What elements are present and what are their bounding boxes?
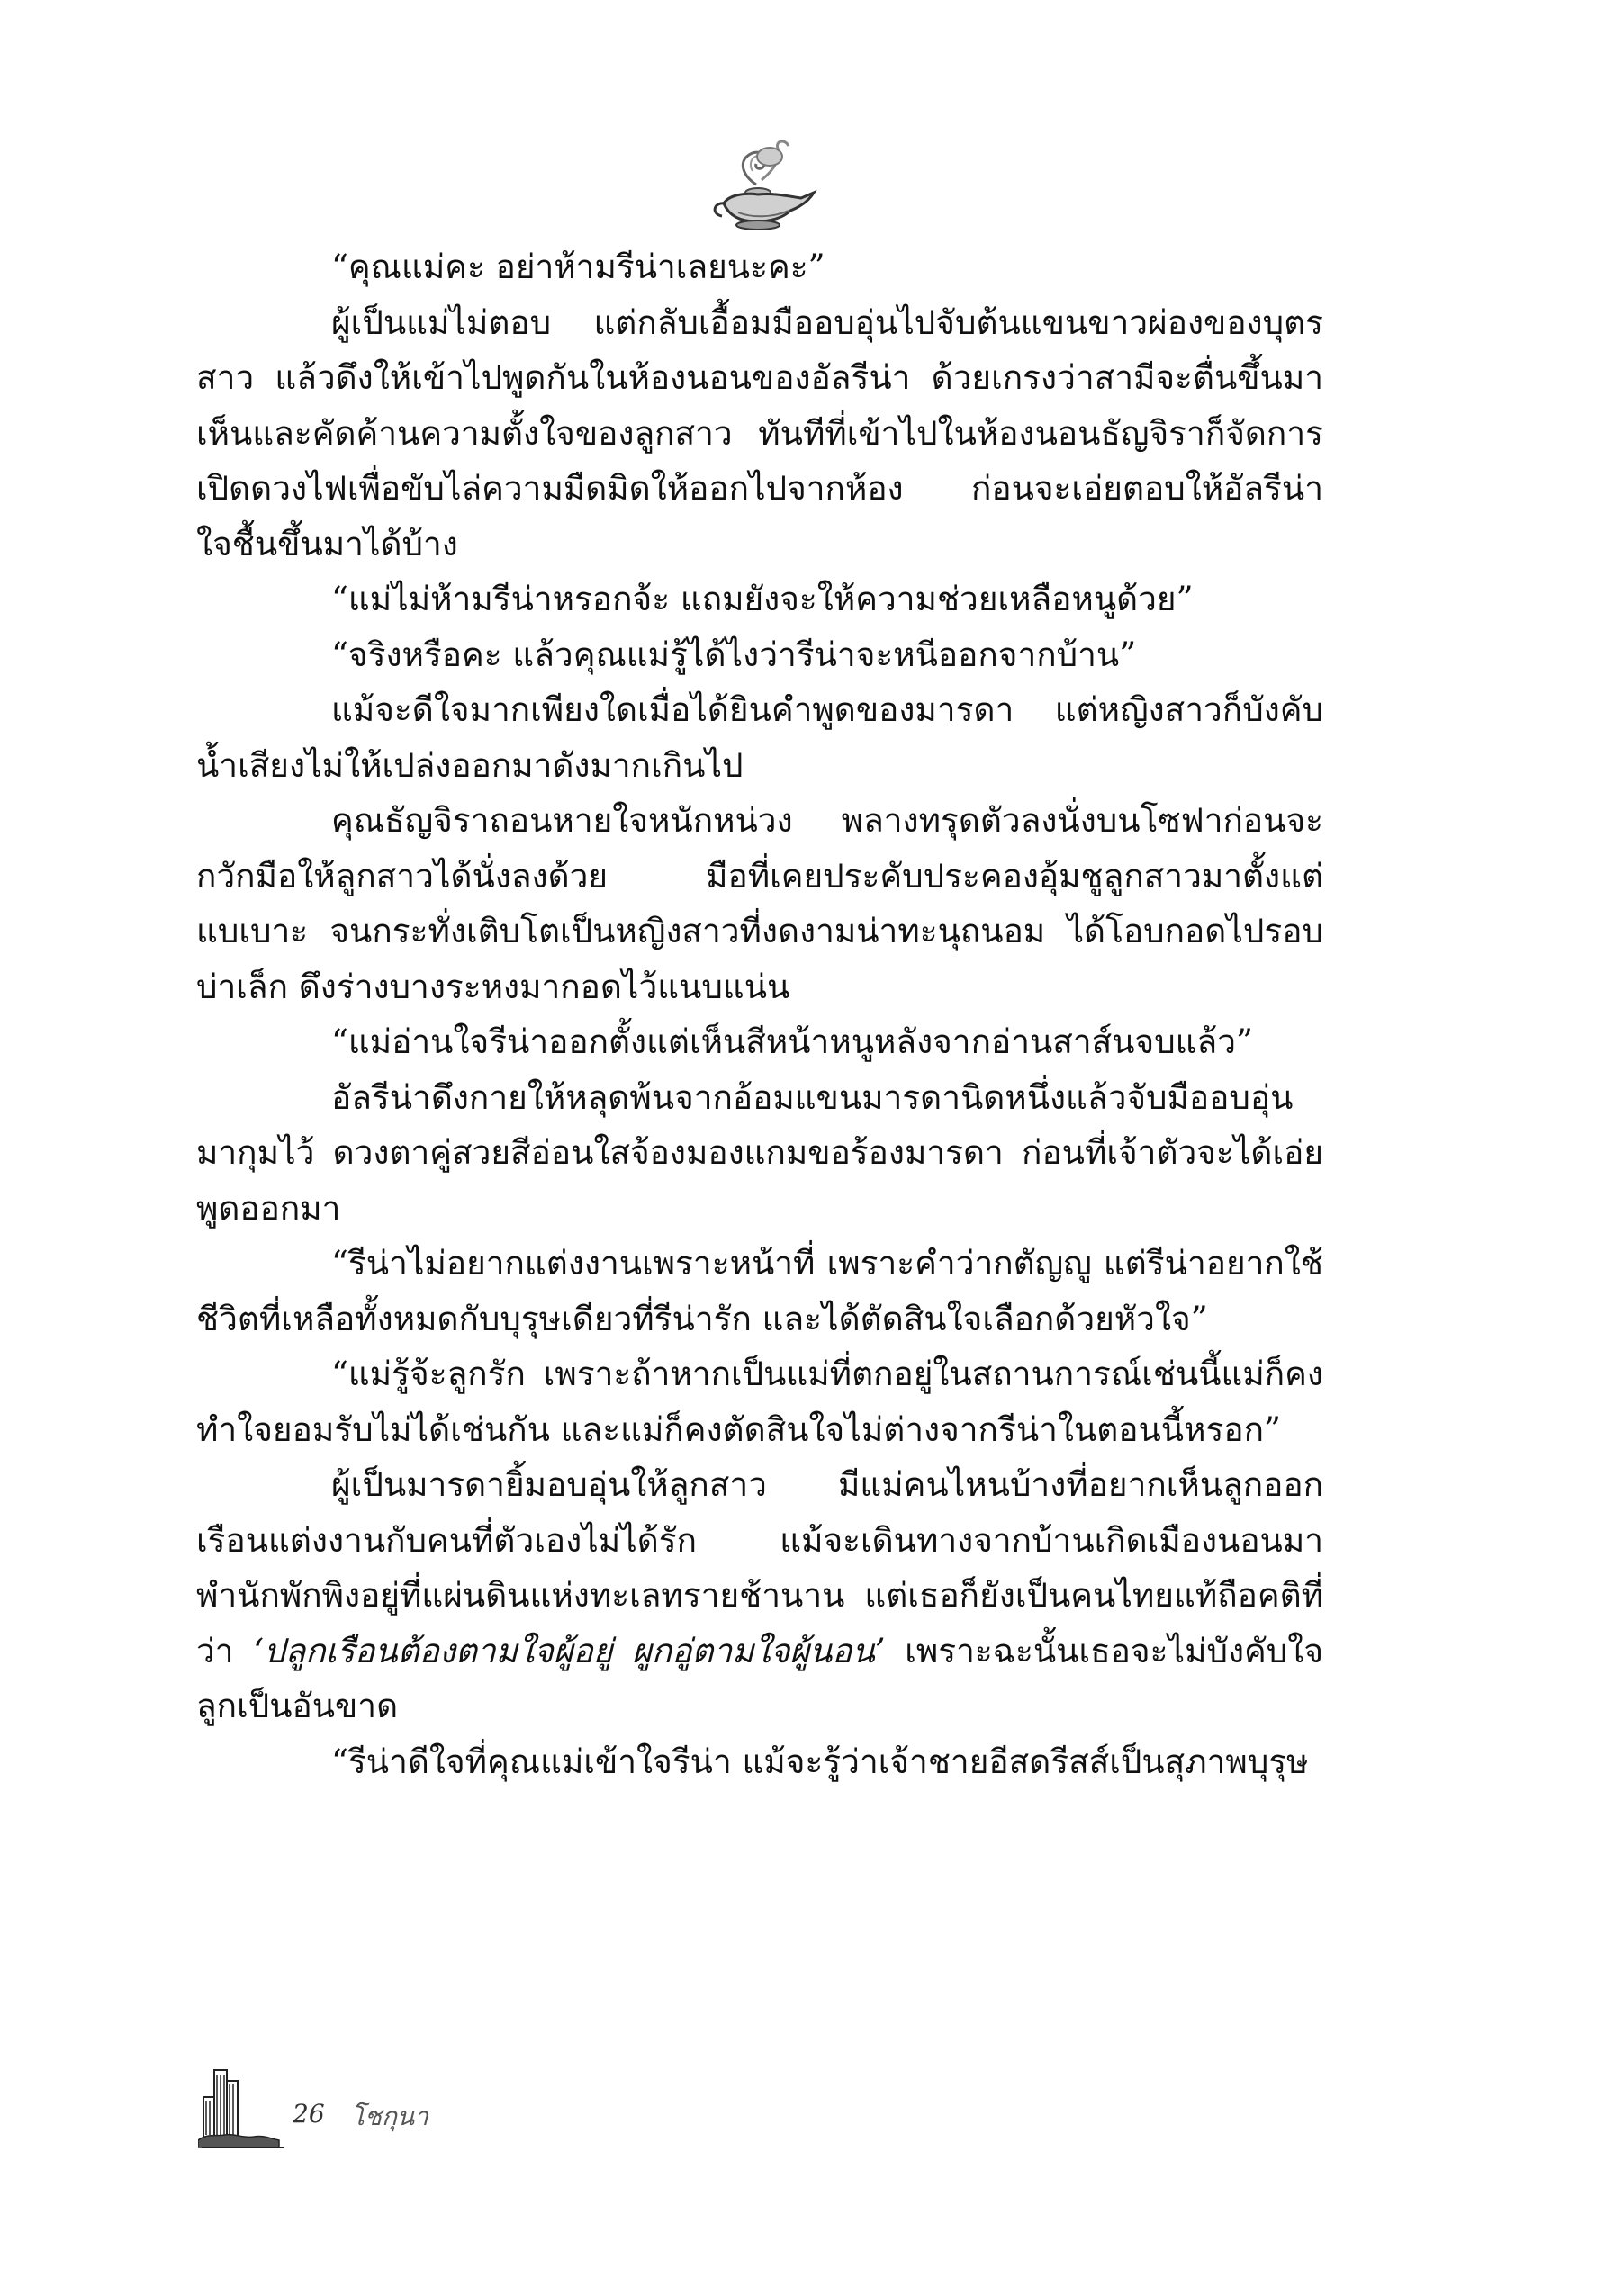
paragraph-text: ผู้เป็นมารดายิ้มอบอุ่นให้ลูกสาว มีแม่คนไหนบ้างที่อยากเห็นลูกออกเรือนแต่งงานกับคนที่ตัวเองไม่ได้รัก แม้จะเดินทางจากบ้านเกิดเมืองนอนมาพำนักพักพิงอยู่ที่แผ่นดินแห่งทะเลทรายช้านาน แต่เธอก็ยังเป็นคนไทยแท้ถือคติที่ว่า <box>196 1465 1323 1670</box>
proverb-quote: ‘ปลูกเรือนต้องตามใจผู้อยู่ ผูกอู่ตามใจผู้นอน’ <box>253 1631 886 1670</box>
paragraph: “รีน่าดีใจที่คุณแม่เข้าใจรีน่า แม้จะรู้ว่าเจ้าชายอีสดรีสส์เป็นสุภาพบุรุษ <box>331 1742 1309 1781</box>
paragraph: “แม่อ่านใจรีน่าออกตั้งแต่เห็นสีหน้าหนูหลังจากอ่านสาส์นจบแล้ว” <box>331 1022 1253 1061</box>
footer-author: โชกุนา <box>351 2102 428 2131</box>
paragraph: “คุณแม่คะ อย่าห้ามรีน่าเลยนะคะ” <box>331 248 825 286</box>
paragraph: “แม่รู้จ้ะลูกรัก เพราะถ้าหากเป็นแม่ที่ตกอยู่ในสถานการณ์เช่นนี้แม่ก็คงทำใจยอมรับไม่ได้เช่นกัน และแม่ก็คงตัดสินใจไม่ต่างจากรีน่าในตอนนี้หรอก” <box>196 1355 1323 1449</box>
paragraph: “รีน่าไม่อยากแต่งงานเพราะหน้าที่ เพราะคำว่ากตัญญู แต่รีน่าอยากใช้ชีวิตที่เหลือทั้งหมดกับบุรุษเดียวที่รีน่ารัก และได้ตัดสินใจเลือกด้วยหัวใจ” <box>196 1244 1323 1338</box>
paragraph-text: เพราะฉะนั้นเธอจะไม่บังคับใจลูกเป็นอันขาด <box>196 1631 1323 1725</box>
paragraph: “แม่ไม่ห้ามรีน่าหรอกจ้ะ แถมยังจะให้ความช่วยเหลือหนูด้วย” <box>331 580 1194 618</box>
body-text <box>196 239 1323 1789</box>
paragraph-with-proverb <box>196 1457 1323 1734</box>
building-icon <box>198 2061 288 2151</box>
page-footer <box>198 2061 558 2160</box>
magic-lamp-icon <box>702 135 819 234</box>
paragraph: ผู้เป็นแม่ไม่ตอบ แต่กลับเอื้อมมืออบอุ่นไปจับต้นแขนขาวผ่องของบุตรสาว แล้วดึงให้เข้าไปพูดกันในห้องนอนของอัลรีน่า ด้วยเกรงว่าสามีจะตื่นขึ้นมาเห็นและคัดค้านความตั้งใจของลูกสาว ทันทีที่เข้าไปในห้องนอนธัญจิราก็จัดการเปิดดวงไฟเพื่อขับไล่ความมืดมิดให้ออกไปจากห้อง ก่อนจะเอ่ยตอบให้อัลรีน่าใจชื้นขึ้นมาได้บ้าง <box>196 302 1323 563</box>
paragraph: “จริงหรือคะ แล้วคุณแม่รู้ได้ไงว่ารีน่าจะหนีออกจากบ้าน” <box>331 635 1137 674</box>
paragraph: อัลรีน่าดึงกายให้หลุดพ้นจากอ้อมแขนมารดานิดหนึ่งแล้วจับมืออบอุ่นมากุมไว้ ดวงตาคู่สวยสีอ่อนใสจ้องมองแกมขอร้องมารดา ก่อนที่เจ้าตัวจะได้เอ่ยพูดออกมา <box>196 1077 1323 1228</box>
paragraph: แม้จะดีใจมากเพียงใดเมื่อได้ยินคำพูดของมารดา แต่หญิงสาวก็บังคับน้ำเสียงไม่ให้เปล่งออกมาดังมากเกินไป <box>196 690 1323 785</box>
page-number: 26 <box>293 2099 325 2129</box>
paragraph: คุณธัญจิราถอนหายใจหนักหน่วง พลางทรุดตัวลงนั่งบนโซฟาก่อนจะกวักมือให้ลูกสาวได้นั่งลงด้วย มือที่เคยประคับประคองอุ้มชูลูกสาวมาตั้งแต่แบเบาะ จนกระทั่งเติบโตเป็นหญิงสาวที่งดงามน่าทะนุถนอม ได้โอบกอดไปรอบบ่าเล็ก ดึงร่างบางระหงมากอดไว้แนบแน่น <box>196 801 1323 1006</box>
